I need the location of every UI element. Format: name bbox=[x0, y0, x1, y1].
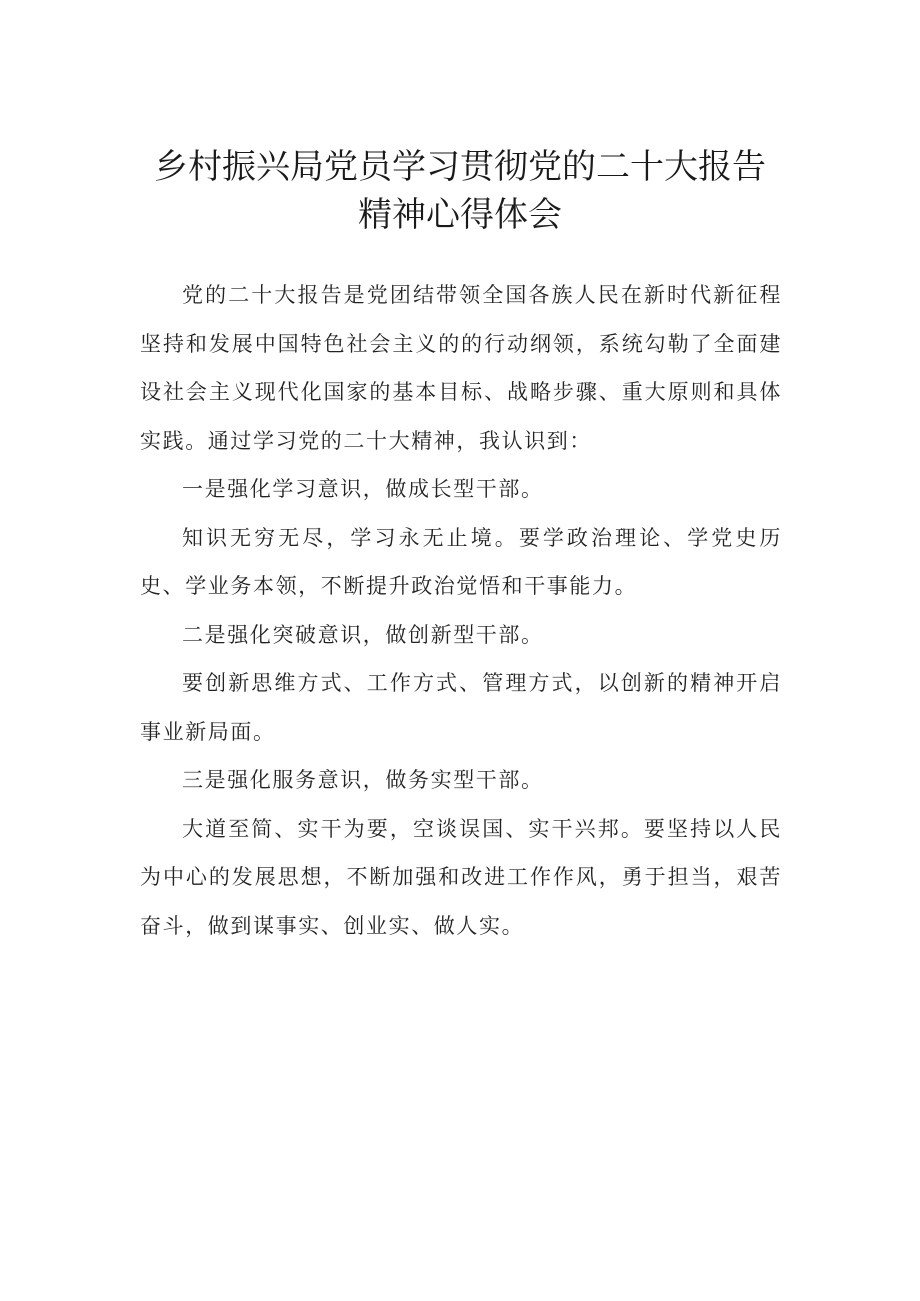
paragraph-intro: 党的二十大报告是党团结带领全国各族人民在新时代新征程坚持和发展中国特色社会主义的的行动纲领，系统勾勒了全面建设社会主义现代化国家的基本目标、战略步骤、重大原则和具体实践。通过学习党的二十大精神，我认识到： bbox=[140, 283, 782, 453]
heading-point-2: 二是强化突破意识，做创新型干部。 bbox=[182, 622, 544, 647]
heading-point-1: 一是强化学习意识，做成长型干部。 bbox=[182, 477, 544, 501]
title-line-1: 乡村振兴局党员学习贯彻党的二十大报告 bbox=[154, 147, 766, 187]
title-line-2: 精神心得体会 bbox=[358, 195, 562, 235]
paragraph-point-2: 要创新思维方式、工作方式、管理方式，以创新的精神开启事业新局面。 bbox=[140, 671, 782, 744]
document-title bbox=[100, 143, 820, 239]
paragraph-point-1: 知识无穷无尽，学习永无止境。要学政治理论、学党史历史、学业务本领，不断提升政治觉悟和干事能力。 bbox=[140, 525, 782, 598]
paragraph-point-3: 大道至简、实干为要，空谈误国、实干兴邦。要坚持以人民为中心的发展思想，不断加强和改进工作作风，勇于担当，艰苦奋斗，做到谋事实、创业实、做人实。 bbox=[140, 816, 782, 938]
document-body bbox=[140, 271, 782, 950]
heading-point-3: 三是强化服务意识，做务实型干部。 bbox=[182, 768, 544, 792]
